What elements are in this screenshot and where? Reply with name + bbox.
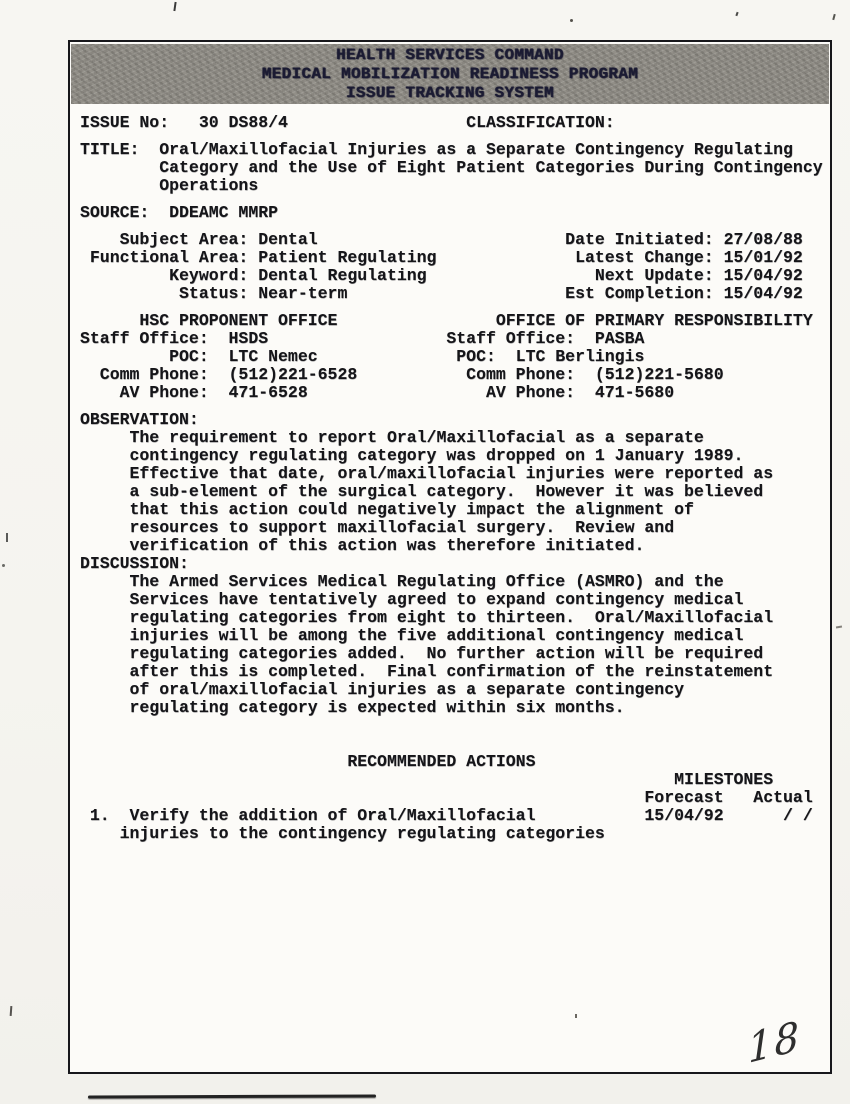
observation-heading: OBSERVATION: [80,410,199,429]
observation-text: contingency regulating category was dropped on 1 January 1989. [80,446,744,465]
handwritten-page-number: 18 [747,1012,803,1074]
observation-text: that this action could negatively impact the alignment of [80,500,694,519]
discussion-text: regulating category is expected within six months. [80,698,625,717]
title-line: TITLE: Oral/Maxillofacial Injuries as a Separate Contingency Regulating [80,140,793,159]
header-program-title: MEDICAL MOBILIZATION READINESS PROGRAM [261,65,639,83]
scan-artifact [735,12,738,16]
observation-text: The requirement to report Oral/Maxillofacial as a separate [80,428,704,447]
title-line: Category and the Use of Eight Patient Categories During Contingency [80,158,823,177]
issue-number-line: ISSUE No: 30 DS88/4 CLASSIFICATION: [80,113,615,132]
discussion-heading: DISCUSSION: [80,554,189,573]
milestones-heading: MILESTONES [80,770,774,789]
discussion-text: The Armed Services Medical Regulating Office (ASMRO) and the [80,572,724,591]
observation-text: verification of this action was therefore initiated. [80,536,645,555]
poc-line: POC: LTC Nemec POC: LTC Berlingis [80,347,645,366]
blank-line [80,735,826,753]
scan-artifact [836,625,842,628]
scan-artifact [10,1006,13,1016]
discussion-text: Services have tentatively agreed to expand contingency medical [80,590,744,609]
discussion-text: regulating categories added. No further action will be required [80,644,764,663]
comm-phone-line: Comm Phone: (512)221-6528 Comm Phone: (512)221-5680 [80,365,724,384]
action-item-line: 1. Verify the addition of Oral/Maxillofacial 15/04/92 / / [80,806,813,825]
av-phone-line: AV Phone: 471-6528 AV Phone: 471-5680 [80,383,675,402]
blank-line [80,717,826,735]
scan-artifact [832,14,835,20]
keyword-line: Keyword: Dental Regulating Next Update: 15/04/92 [80,266,803,285]
discussion-text: after this is completed. Final confirmation of the reinstatement [80,662,774,681]
milestones-column-headers: Forecast Actual [80,788,813,807]
staff-office-line: Staff Office: HSDS Staff Office: PASBA [80,329,645,348]
document-body [70,104,830,843]
observation-text: Effective that date, oral/maxillofacial injuries were reported as [80,464,774,483]
observation-text: a sub-element of the surgical category. However it was believed [80,482,764,501]
scan-artifact [88,1094,376,1098]
scan-artifact [570,19,573,22]
office-headers-line: HSC PROPONENT OFFICE OFFICE OF PRIMARY RESPONSIBILITY [80,311,813,330]
scan-artifact [575,1014,577,1018]
scan-artifact [6,533,8,542]
scan-artifact [173,2,176,11]
title-line: Operations [80,176,259,195]
status-line: Status: Near-term Est Completion: 15/04/92 [80,284,803,303]
recommended-actions-heading: RECOMMENDED ACTIONS [80,752,536,771]
header-system-title: ISSUE TRACKING SYSTEM [346,84,554,102]
functional-area-line: Functional Area: Patient Regulating Latest Change: 15/01/92 [80,248,803,267]
subject-area-line: Subject Area: Dental Date Initiated: 27/08/88 [80,230,803,249]
action-item-line: injuries to the contingency regulating categories [80,824,605,843]
source-line: SOURCE: DDEAMC MMRP [80,203,279,222]
document-frame [68,40,832,1074]
discussion-text: regulating categories from eight to thirteen. Oral/Maxillofacial [80,608,774,627]
discussion-text: of oral/maxillofacial injuries as a separate contingency [80,680,684,699]
header-command-title: HEALTH SERVICES COMMAND [336,46,564,64]
observation-text: resources to support maxillofacial surgery. Review and [80,518,675,537]
header-band [71,44,829,104]
scan-artifact [2,564,5,567]
discussion-text: injuries will be among the five additional contingency medical [80,626,744,645]
